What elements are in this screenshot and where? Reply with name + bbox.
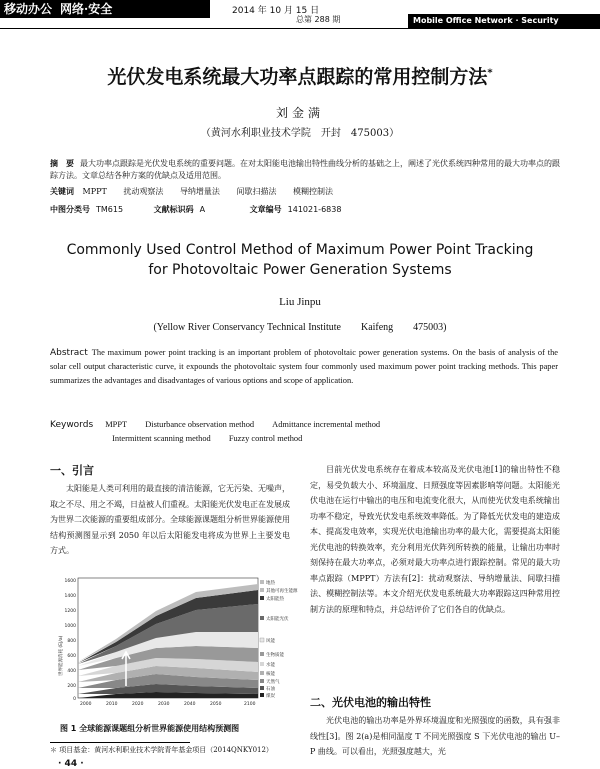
legend-swatch (260, 638, 264, 642)
doc-value: A (199, 205, 206, 214)
cls-label: 中图分类号 (50, 205, 90, 214)
energy-chart-svg (56, 576, 298, 716)
keyword-cn: 扰动观察法 (123, 187, 164, 196)
legend-label: 水能 (266, 663, 275, 668)
legend-swatch (260, 588, 264, 592)
author-en: Liu Jinpu (279, 296, 321, 308)
keyword-en: Admittance incremental method (272, 420, 381, 429)
footnote: ＊ 项目基金：黄河水利职业技术学院青年基金项目（2014QNKY012） (50, 746, 273, 754)
legend-label: 太阳能热 (266, 597, 284, 602)
legend-label: 石油 (266, 687, 275, 692)
keywords-cn (50, 186, 560, 198)
x-tick: 2100 (244, 702, 256, 707)
legend-swatch (260, 596, 264, 600)
legend-label: 天然气 (266, 680, 280, 685)
legend-label: 风能 (266, 639, 275, 644)
doc-label: 文献标识码 (153, 205, 194, 214)
section1-body: 太阳能是人类可利用的最直接的清洁能源，它无污染、无噪声，取之不尽、用之不竭，日益被人们重视。太阳能光伏发电正在发展成为世界二次能源的重要组成部分。全球能源课题组分析世界能源使用结构预测图显示到 2050 年以后太阳能发电将成为世界上主要发电方式。 (50, 484, 290, 555)
legend-swatch (260, 671, 264, 675)
y-tick: 400 (67, 669, 76, 674)
header-left-banner (0, 0, 210, 18)
section2-heading: 二、光伏电池的输出特性 (310, 696, 431, 709)
x-tick: 2040 (184, 702, 196, 707)
art-label: 文章编号 (249, 205, 282, 214)
abstract-cn (50, 158, 560, 182)
keyword-cn: 导纳增量法 (179, 187, 220, 196)
classification-line (50, 204, 560, 216)
y-tick: 1000 (64, 624, 76, 629)
title-footnote-mark: * (487, 67, 493, 79)
title-cn-text: 光伏发电系统最大功率点跟踪的常用控制方法 (107, 66, 488, 88)
title-en-line2: for Photovoltaic Power Generation Systems (148, 262, 452, 278)
keyword-en: MPPT (105, 420, 128, 429)
legend-swatch (260, 616, 264, 620)
keyword-cn: MPPT (82, 187, 107, 196)
y-axis-label: 世界能源消耗 (EJ/a) (59, 635, 64, 676)
y-tick: 800 (67, 639, 76, 644)
keyword-en: Disturbance observation method (145, 420, 255, 429)
keyword-en: Fuzzy control method (228, 434, 303, 443)
section2-body: 光伏电池的输出功率是外界环境温度和光照强度的函数，具有强非线性[3]。图 2(a)是相同温度 T 不同光照强度 S 下光伏电池的输出 U–P 曲线。可以看出，光照强度越大，光 (310, 716, 560, 756)
x-tick: 2020 (132, 702, 144, 707)
title-en-line1: Commonly Used Control Method of Maximum Power Point Tracking (66, 242, 534, 258)
x-tick: 2000 (80, 702, 92, 707)
legend-label: 其他可再生能源 (266, 589, 298, 594)
legend-swatch (260, 686, 264, 690)
keyword-cn: 间歇扫描法 (236, 187, 277, 196)
header-right-b: Network · Security (474, 16, 559, 25)
legend-label: 煤炭 (266, 694, 275, 699)
header-rule (0, 28, 600, 29)
affiliation-en: (Yellow River Conservancy Technical Institute Kaifeng 475003) (153, 322, 447, 333)
x-tick: 2010 (106, 702, 118, 707)
x-tick: 2050 (210, 702, 222, 707)
art-value: 141021-6838 (287, 205, 342, 214)
legend-label: 地热 (266, 581, 275, 586)
affiliation-cn: （黄河水利职业技术学院 开封 475003） (200, 128, 400, 139)
y-tick: 0 (73, 697, 76, 702)
cls-value: TM615 (96, 205, 124, 214)
abstract-cn-text: 最大功率点跟踪是光伏发电系统的重要问题。在对太阳能电池输出特性曲线分析的基础之上，阐述了光伏系统四种常用的最大功率点的跟踪方法。文章总结各种方案的优缺点及适用范围。 (50, 159, 560, 180)
keywords-en (50, 418, 558, 446)
page-title-cn (0, 62, 600, 89)
keywords-cn-label: 关键词 (50, 187, 74, 196)
page-title-en (0, 240, 600, 280)
keywords-en-label: Keywords (50, 420, 94, 430)
header-issue: 总第 288 期 (296, 15, 341, 24)
legend-label: 核能 (266, 672, 275, 677)
y-tick: 1600 (64, 579, 76, 584)
column2-paragraph: 目前光伏发电系统存在着成本较高及光伏电池[1]的输出特性不稳定，易受负载大小、环境温度、日照强度等因素影响等问题。太阳能光伏电池在运行中输出的电压和电流变化很大，从而使光伏发电系统输出功率不稳定，导致光伏发电系统效率降低。为了降低光伏发电的建造成本、提高发电效率，实现光伏电池输出功率的最大化，需要提高太阳能光伏电池的转换效率，充分利用光伏阵列所转换的能量，让输出功率时刻保持在最大功率点，必须对最大功率点进行跟踪控制。常见的最大功率点跟踪（MPPT）方法有[2]：扰动观察法、导纳增量法、间歇扫描法、模糊控制法等。本文介绍光伏发电系统最大功率跟踪这四种常用控制方法的原理和特点，并总结评价了它们各自的优缺点。 (310, 465, 560, 614)
figure-caption: 图 1 全球能源课题组分析世界能源使用结构预测图 (60, 724, 240, 733)
abstract-cn-label: 摘 要 (50, 159, 74, 168)
legend-label: 生物质能 (266, 653, 284, 658)
legend-swatch (260, 679, 264, 683)
header-date: 2014 年 10 月 15 日 (232, 6, 320, 16)
energy-forecast-figure (56, 576, 298, 716)
header-section-a: 移动办公 (4, 2, 53, 16)
keyword-cn: 模糊控制法 (293, 187, 334, 196)
footnote-rule (50, 742, 190, 743)
legend-swatch (260, 652, 264, 656)
legend-swatch (260, 662, 264, 666)
abstract-en (50, 346, 558, 388)
legend-swatch (260, 693, 264, 697)
author-cn: 刘金满 (275, 106, 324, 120)
y-tick: 600 (67, 654, 76, 659)
legend-swatch (260, 580, 264, 584)
x-tick: 2030 (158, 702, 170, 707)
header-right-banner (408, 14, 600, 28)
legend-label: 太阳能光伏 (266, 617, 289, 622)
keyword-en: Intermittent scanning method (112, 434, 211, 443)
y-tick: 1200 (64, 609, 76, 614)
abstract-en-text: The maximum power point tracking is an important problem of photovoltaic power generation systems. On the basis of analysis of the solar cell output characteristic curve, it expounds the photovoltaic system four commonly used maximum power point tracking methods. This paper summarizes the advantages and disadvantages of various options and scope of application. (50, 348, 558, 385)
header-right-a: Mobile Office (413, 16, 472, 25)
section1-heading: 一、引言 (50, 464, 94, 477)
page-number: · 44 · (58, 759, 84, 769)
y-tick: 200 (67, 684, 76, 689)
abstract-en-label: Abstract (50, 348, 88, 358)
header-section-b: 网络·安全 (60, 2, 113, 16)
y-tick: 1400 (64, 594, 76, 599)
